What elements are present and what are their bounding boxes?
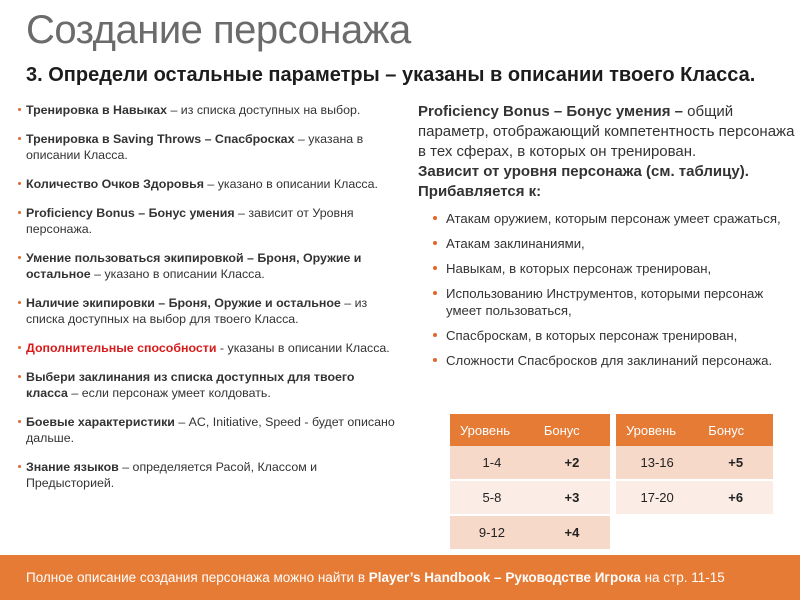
level-cell: 13-16	[616, 446, 698, 480]
item-term: Знание языков	[26, 460, 119, 474]
list-item	[18, 340, 398, 356]
item-text: – если персонаж умеет колдовать.	[67, 386, 271, 400]
footer-bar	[0, 555, 800, 600]
proficiency-term: Proficiency Bonus – Бонус умения –	[418, 103, 683, 120]
list-item: Атакам заклинаниями,	[418, 235, 798, 252]
item-text: – из списка доступных на выбор.	[167, 103, 361, 117]
item-text: – определяется Расой, Классом и Предысторией.	[26, 460, 318, 490]
page-title: Создание персонажа	[26, 8, 411, 52]
bonus-cell: +5	[698, 446, 773, 480]
column-header-bonus: Бонус	[698, 414, 773, 446]
item-term: Боевые характеристики	[26, 415, 175, 429]
item-text: – указана в описании Класса.	[26, 132, 364, 162]
item-text: – AC, Initiative, Speed - будет описано дальше.	[26, 415, 395, 445]
bonus-cell: +4	[534, 515, 610, 550]
list-item	[18, 176, 398, 192]
list-item	[18, 250, 398, 282]
table-row	[450, 446, 610, 480]
proficiency-description	[418, 102, 798, 162]
bonus-cell: +6	[698, 480, 773, 515]
column-header-level: Уровень	[450, 414, 534, 446]
bonus-cell: +3	[534, 480, 610, 515]
list-item	[18, 102, 398, 118]
bonus-cell: +2	[534, 446, 610, 480]
item-text: – указано в описании Класса.	[203, 177, 378, 191]
item-term: Количество Очков Здоровья	[26, 177, 204, 191]
proficiency-bonus-section	[418, 102, 798, 377]
footer-suffix: на стр. 11-15	[640, 570, 725, 585]
proficiency-text: общий параметр, отображающий компетентность персонажа в тех сферах, в которых он тренирован.	[418, 103, 795, 160]
added-to-list	[418, 210, 798, 369]
level-cell: 1-4	[450, 446, 534, 480]
level-cell: 9-12	[450, 515, 534, 550]
column-header-level: Уровень	[616, 414, 698, 446]
list-item: Использованию Инструментов, которыми персонаж умеет пользоваться,	[418, 285, 798, 319]
handbook-reference: Player’s Handbook – Руководстве Игрока	[368, 570, 641, 585]
added-to-text: Прибавляется к:	[418, 183, 542, 200]
list-item: Спасброскам, в которых персонаж тренирован,	[418, 327, 798, 344]
list-item: Сложности Спасбросков для заклинаний персонажа.	[418, 352, 798, 369]
parameters-list	[18, 102, 398, 504]
list-item	[18, 369, 398, 401]
item-text: - указаны в описании Класса.	[216, 341, 390, 355]
item-text: – зависит от Уровня персонажа.	[26, 206, 354, 236]
bonus-table-2	[616, 414, 773, 516]
table-row	[450, 515, 610, 550]
item-term: Выбери заклинания из списка доступных для твоего класса	[26, 370, 355, 400]
bonus-table-1	[450, 414, 610, 551]
footer-prefix: Полное описание создания персонажа можно найти в	[26, 570, 369, 585]
list-item	[18, 414, 398, 446]
item-text: – указано в описании Класса.	[90, 267, 265, 281]
section-subtitle: 3. Определи остальные параметры – указаны в описании твоего Класса.	[26, 64, 756, 86]
item-term-highlighted: Дополнительные способности	[26, 341, 217, 355]
item-term: Умение пользоваться экипировкой – Броня, Оружие и остальное	[26, 251, 362, 281]
level-cell: 17-20	[616, 480, 698, 515]
list-item	[18, 459, 398, 491]
depends-on-level-text: Зависит от уровня персонажа (см. таблицу).	[418, 163, 749, 180]
item-term: Тренировка в Saving Throws – Спасбросках	[26, 132, 295, 146]
level-cell: 5-8	[450, 480, 534, 515]
list-item	[18, 205, 398, 237]
item-text: – из списка доступных на выбор для твоего Класса.	[26, 296, 368, 326]
table-row	[616, 446, 773, 480]
list-item: Навыкам, в которых персонаж тренирован,	[418, 260, 798, 277]
list-item: Атакам оружием, которым персонаж умеет сражаться,	[418, 210, 798, 227]
item-term: Proficiency Bonus – Бонус умения	[26, 206, 235, 220]
item-term: Тренировка в Навыках	[26, 103, 168, 117]
table-row	[616, 480, 773, 515]
column-header-bonus: Бонус	[534, 414, 610, 446]
list-item	[18, 131, 398, 163]
table-row	[450, 480, 610, 515]
list-item	[18, 295, 398, 327]
item-term: Наличие экипировки – Броня, Оружие и остальное	[26, 296, 341, 310]
